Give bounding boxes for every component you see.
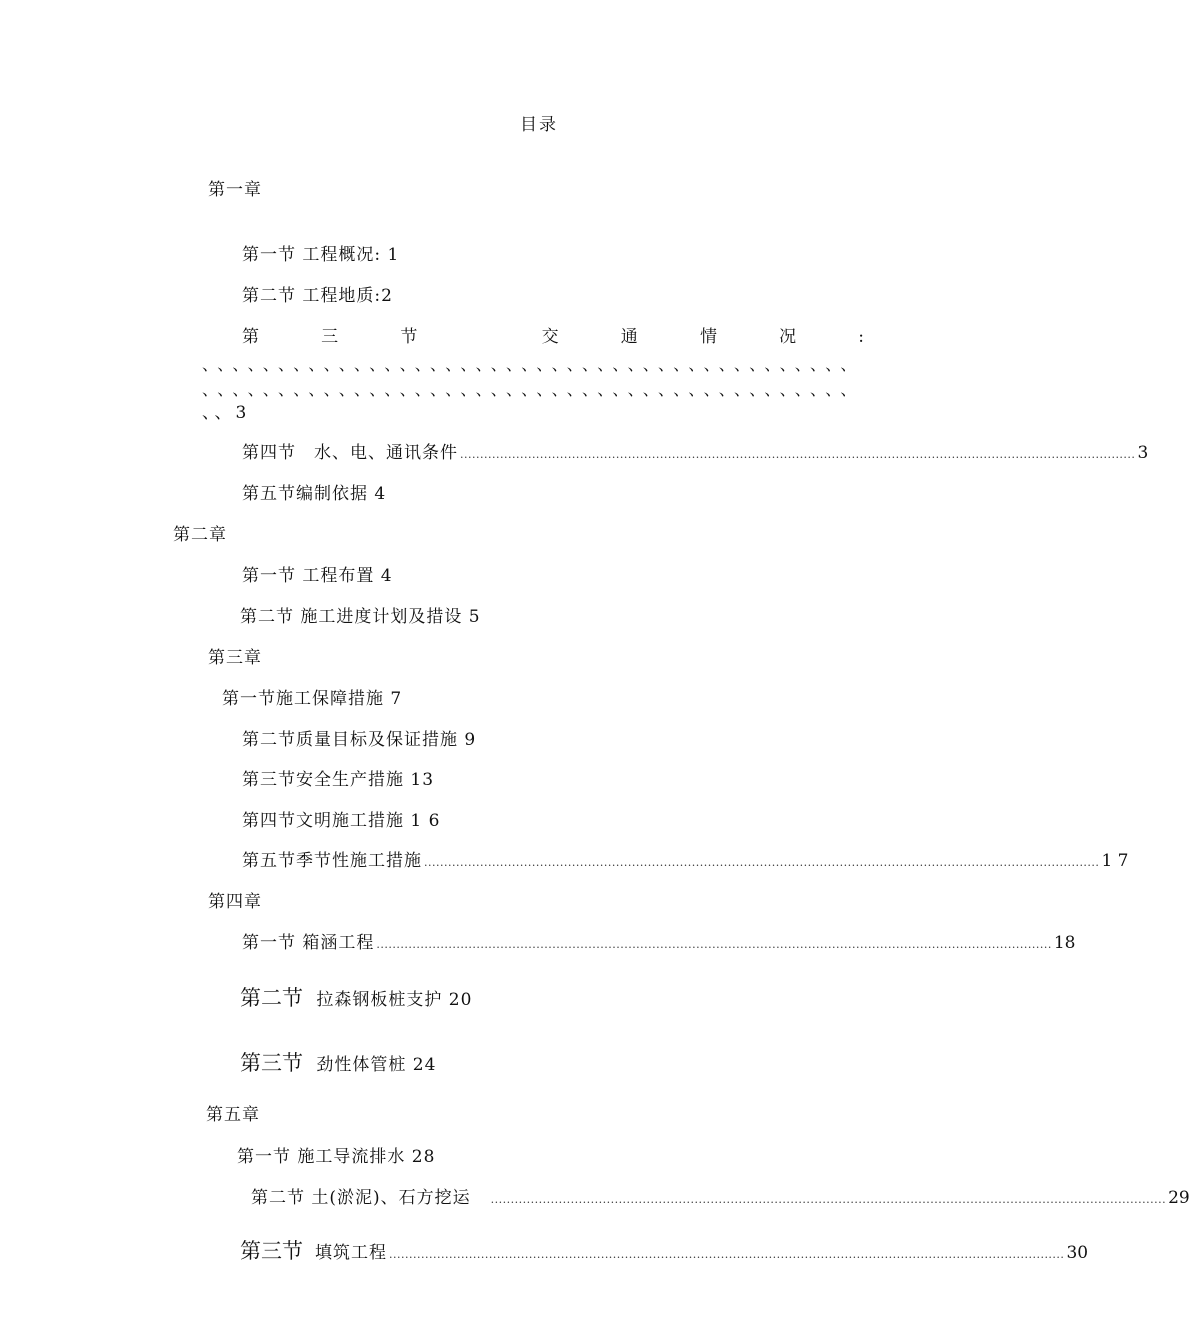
ch5-s3-label: 填筑工程 (315, 1243, 387, 1263)
ch4-section-2 (240, 985, 472, 1013)
ch5-s3-page: 30 (1066, 1243, 1089, 1263)
ch3-section-2: 第二节质量目标及保证措施 9 (242, 730, 477, 750)
ch4-s1-label: 第一节 箱涵工程 (242, 933, 375, 953)
ch4-s3-label: 劲性体管桩 24 (316, 1055, 437, 1075)
ch3-section-5 (242, 851, 1129, 873)
ch1-s3-char: 第 (242, 327, 259, 347)
ch1-s3-char: 情 (699, 327, 717, 347)
ch1-section-3-line (242, 327, 864, 347)
ch4-s2-number: 第二节 (240, 986, 303, 1010)
ch1-s3-char: 况 (779, 327, 797, 347)
dot-leader: ......................................................................................................................................................................... (460, 448, 1136, 461)
ch3-section-4: 第四节文明施工措施 1 6 (242, 811, 441, 831)
ch2-section-2 (240, 607, 481, 628)
ch2-section-1: 第一节 工程布置 4 (242, 566, 393, 586)
ch5-s2-label: 第二节 土(淤泥)、石方挖运 (251, 1188, 471, 1208)
ch2-label: 第二章 (173, 525, 227, 545)
ch4-section-3 (240, 1050, 436, 1078)
ch4-s1-page: 18 (1053, 933, 1076, 953)
ch3-s5-page: 1 7 (1101, 851, 1129, 871)
ch5-section-2 (251, 1188, 1190, 1210)
ch2-s2-label: 第二节 施工进度计划及措设 5 (240, 607, 481, 627)
ch1-s3-char: 节 (400, 327, 418, 347)
ch4-s3-number: 第三节 (240, 1051, 303, 1075)
ch3-section-3: 第三节安全生产措施 13 (242, 770, 435, 790)
ch1-s3-char: : (858, 327, 864, 347)
toc-title: 目录 (520, 115, 558, 135)
ch1-s3-leader-line-3: 、、3 (202, 403, 251, 423)
ch1-s3-leader-line-2: 、、、、、、、、、、、、、、、、、、、、、、、、、、、、、、、、、、、、、、、、、、、 (202, 380, 864, 399)
ch1-s3-char: 通 (620, 327, 638, 347)
ch5-label: 第五章 (206, 1105, 260, 1125)
chapter-3-heading: 第三章 (208, 648, 262, 668)
ch3-section-1: 第一节施工保障措施 7 (222, 689, 403, 709)
chapter-4-heading: 第四章 (208, 892, 262, 912)
chapter-1-heading: 第一章 (208, 180, 262, 200)
ch3-s5-label: 第五节季节性施工措施 (242, 851, 422, 871)
ch1-s3-char: 交 (541, 327, 559, 347)
ch4-s2-label: 拉森钢板桩支护 20 (316, 990, 473, 1010)
ch1-section-2: 第二节 工程地质:2 (242, 286, 393, 306)
dot-leader: ......................................................................................................................................................................... (424, 856, 1100, 869)
ch5-section-3 (240, 1238, 1089, 1268)
chapter-2-heading (173, 525, 227, 546)
ch1-section-4 (242, 443, 1149, 465)
ch5-s3-number: 第三节 (240, 1239, 303, 1263)
ch1-section-1: 第一节 工程概况: 1 (242, 245, 400, 265)
ch1-s4-page: 3 (1137, 443, 1149, 463)
ch1-s3-char: 三 (321, 327, 339, 347)
dot-leader: ......................................................................................................................................................................... (376, 938, 1052, 951)
ch5-s2-page: 29 (1168, 1188, 1190, 1208)
dot-leader: ......................................................................................................................................................................... (389, 1248, 1065, 1261)
ch1-s3-leader-line-1: 、、、、、、、、、、、、、、、、、、、、、、、、、、、、、、、、、、、、、、、、、、、 (202, 355, 864, 374)
ch4-section-1 (242, 933, 1076, 955)
ch1-s4-label: 第四节 水、电、通讯条件 (242, 443, 458, 463)
dot-leader: ......................................................................................................................................................................... (490, 1193, 1167, 1206)
ch5-section-1: 第一节 施工导流排水 28 (237, 1147, 436, 1167)
ch1-section-5: 第五节编制依据 4 (242, 484, 387, 504)
chapter-5-heading (206, 1105, 260, 1126)
